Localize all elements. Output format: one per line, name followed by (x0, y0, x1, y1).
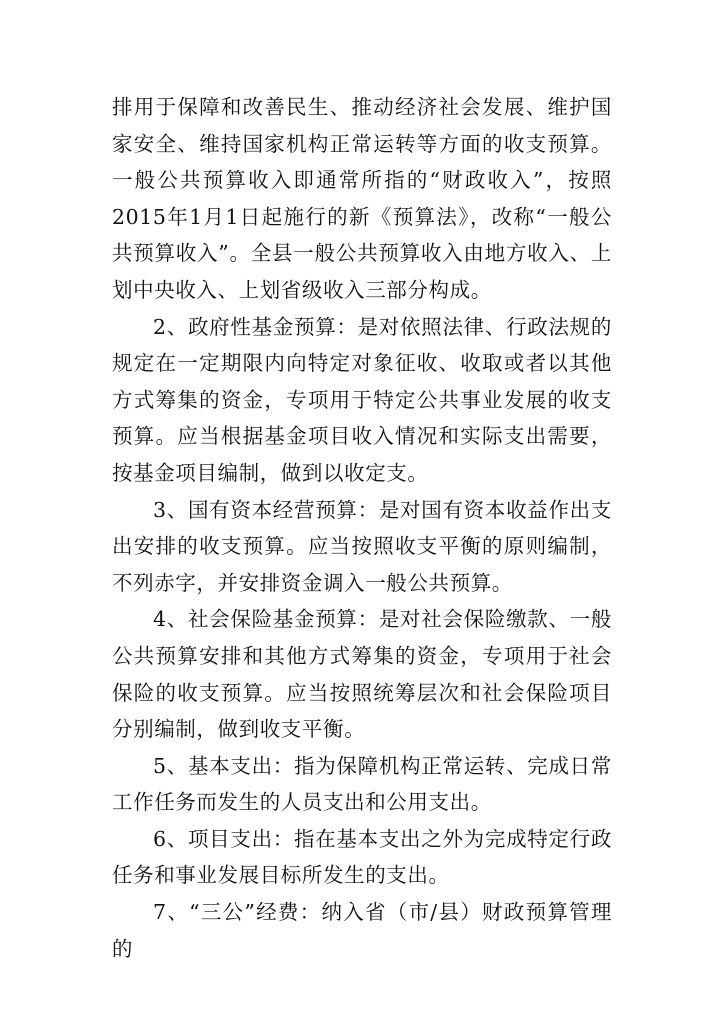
paragraph-item-7: 7、“三公”经费：纳入省（市/县）财政预算管理的 (112, 900, 612, 961)
paragraph-item-3: 3、国有资本经营预算：是对国有资本收益作出支出安排的收支预算。应当按照收支平衡的原则编制，不列赤字，并安排资金调入一般公共预算。 (112, 497, 612, 595)
paragraph-item-6: 6、项目支出：指在基本支出之外为完成特定行政任务和事业发展目标所发生的支出。 (112, 826, 612, 888)
paragraph-continuation: 排用于保障和改善民生、推动经济社会发展、维护国家安全、维持国家机构正常运转等方面的收支预算。一般公共预算收入即通常所指的“财政收入”，按照2015年1月1日起施行的新《预算法》，改称“一般公共预算收入”。全县一般公共预算收入由地方收入、上划中央收入、上划省级收入三部分构成。 (112, 95, 612, 302)
paragraph-item-2: 2、政府性基金预算：是对依照法律、行政法规的规定在一定期限内向特定对象征收、收取或者以其他方式筹集的资金，专项用于特定公共事业发展的收支预算。应当根据基金项目收入情况和实际支出需要，按基金项目编制，做到以收定支。 (112, 314, 612, 485)
paragraph-item-5: 5、基本支出：指为保障机构正常运转、完成日常工作任务而发生的人员支出和公用支出。 (112, 753, 612, 815)
document-body (112, 89, 612, 967)
paragraph-item-4: 4、社会保险基金预算：是对社会保险缴款、一般公共预算安排和其他方式筹集的资金，专项用于社会保险的收支预算。应当按照统筹层次和社会保险项目分别编制，做到收支平衡。 (112, 607, 612, 742)
